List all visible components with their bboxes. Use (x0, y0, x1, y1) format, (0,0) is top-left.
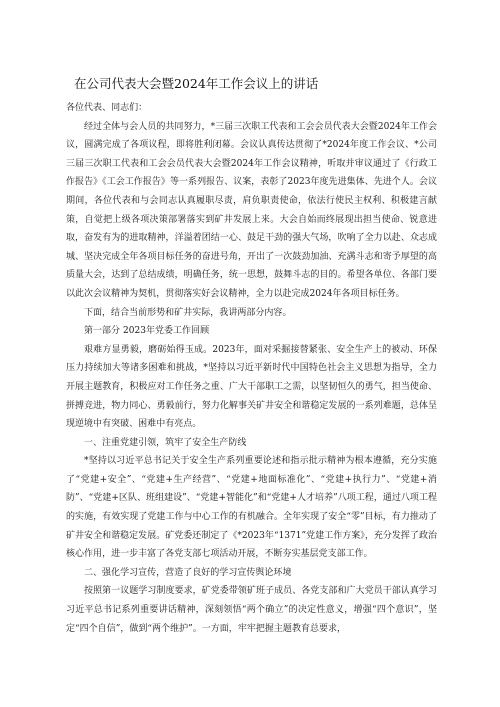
body-paragraph: *坚持以习近平总书记关于安全生产系列重要论述和指示批示精神为根本遵循，充分实施了“党建+安全”、“党建+生产经营”、“党建+地面标准化”、“党建+执行力”、“党建+消防”、“党建+区队、班组建设”、“党建+智能化”和“党建+人才培养”八项工程，通过八项工程的实施，有效实现了党建工作与中心工作的有机融合。全年实现了安全“零”目标，有力推动了矿井安全和谐稳定发展。矿党委还制定了《*2023年“1371”党建工作方案》，充分发挥了政治核心作用，进一步丰富了各党支部七项活动开展，不断夯实基层党支部工作。 (66, 456, 437, 560)
body-paragraph: 经过全体与会人员的共同努力，*三届三次职工代表和工会会员代表大会暨2024年工作会议，圆满完成了各项议程，即将胜利闭幕。会议认真传达贯彻了*2024年度工作会议、*公司三届三次职工代表和工会会员代表大会暨2024年工作会议精神，听取并审议通过了《行政工作报告》《工会工作报告》等一系列报告、议案，表彰了2023年度先进集体、先进个人。会议期间，各位代表和与会同志认真履职尽责，肩负职责使命，依法行使民主权利、积极建言献策，自觉把上级各项决策部署落实到矿井发展上来。大会自始而终展现出担当使命、锐意进取，奋发有为的进取精神，洋溢着团结一心、鼓足干劲的强大气场，吹响了全力以赴、众志成城、坚决完成全年各项目标任务的奋进号角，开出了一次鼓劲加油、充满斗志和寄予厚望的高质量大会，达到了总结成绩，明确任务，统一思想，鼓舞斗志的目的。希望各单位、各部门要以此次会议精神为契机，贯彻落实好会议精神，全力以赴完成2024年各项目标任务。 (66, 121, 437, 299)
subsection-heading: 一、注重党建引领，筑牢了安全生产防线 (84, 437, 247, 448)
document-body (66, 99, 437, 638)
salutation: 各位代表、同志们： (66, 103, 148, 113)
body-paragraph: 艰难方显勇毅，磨砺始得玉成。2023年，面对采掘接替紧张、安全生产上的被动、环保压力持续加大等诸多困难和挑战，*坚持以习近平新时代中国特色社会主义思想为指导，全力开展主题教育，积极应对工作任务之重、广大干部职工之需，以坚韧恒久的勇气，担当使命、拼搏竞进，物力同心、勇毅前行，努力化解事关矿井安全和谐稳定发展的一系列难题，总体呈现逆境中有突破、困难中有亮点。 (66, 344, 437, 430)
document-title: 在公司代表大会暨2024年工作会议上的讲话 (74, 76, 319, 91)
body-paragraph: 下面，结合当前形势和矿井实际，我讲两部分内容。 (84, 307, 292, 318)
subsection-heading: 二、强化学习宣传，营造了良好的学习宣传舆论环境 (84, 567, 292, 578)
body-paragraph: 按照第一议题学习制度要求，矿党委带领矿班子成员、各党支部和广大党员干部认真学习习近平总书记系列重要讲话精神，深刻领悟“两个确立”的决定性意义，增强“四个意识”，坚定“四个自信”，做到“两个维护”。一方面，牢牢把握主题教育总要求， (66, 586, 437, 634)
section-heading: 第一部分 2023年党委工作回顾 (84, 326, 210, 337)
